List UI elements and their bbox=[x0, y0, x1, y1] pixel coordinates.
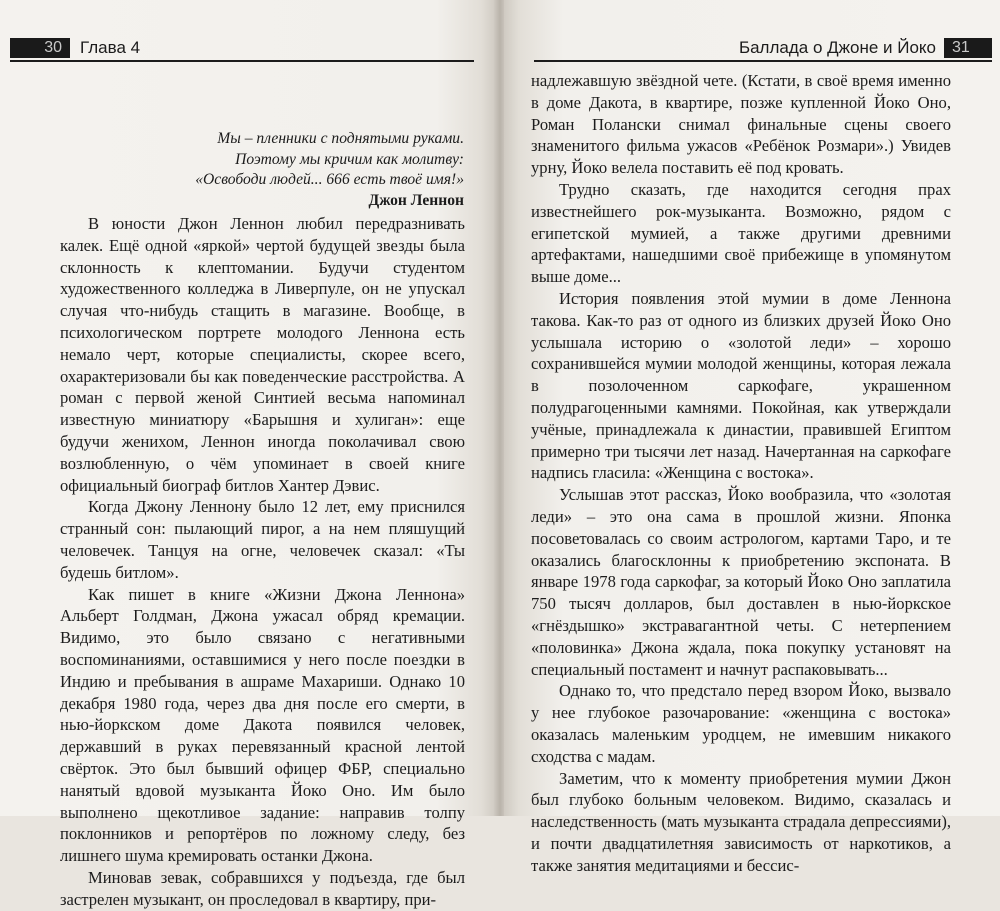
right-running-header bbox=[534, 36, 992, 62]
paragraph: Однако то, что предстало перед взором Йоко, вызвало у нее глубокое разочарование: «женщина с востока» оказалась маленьким уродцем, не имевшим никакого сходства с мадам. bbox=[531, 681, 951, 766]
left-running-head: Глава 4 bbox=[80, 38, 141, 57]
epigraph-line: «Освободи людей... 666 есть твоё имя!» bbox=[195, 171, 464, 188]
right-page-number: 31 bbox=[944, 38, 992, 58]
epigraph-line: Мы – пленники с поднятыми руками. bbox=[217, 130, 464, 147]
left-running-header bbox=[10, 36, 474, 62]
epigraph-author: Джон Леннон bbox=[368, 191, 464, 209]
left-body-text bbox=[60, 213, 465, 911]
paragraph: Как пишет в книге «Жизни Джона Леннона» Альберт Голдман, Джона ужасал обряд кремации. Видимо, это было связано с негативными воспоминаниями, оставшимися у него после поездки в Индию и пребывания в ашраме Махариши. Однако 10 декабря 1980 года, через два дня после его смерти, в нью-йоркском доме Дакота появился человек, державший в руках перевязанный красной лентой свёрток. Это был бывший офицер ФБР, специально нанятый вдовой музыканта Йоко Оно. Им было выполнено щекотливое задание: направив толпу поклонников и репортёров по ложному следу, без лишнего шума кремировать останки Джона. bbox=[60, 584, 465, 866]
right-body-text bbox=[531, 70, 951, 876]
paragraph: В юности Джон Леннон любил передразнивать калек. Ещё одной «яркой» чертой будущей звезды была склонность к клептомании. Будучи студентом художественного колледжа в Ливерпуле, он не упускал случая что-нибудь стащить в магазине. Вообще, в психологическом портрете молодого Леннона есть немало черт, которые специалисты, скорее всего, охарактеризовали бы как поведенческие расстройства. А роман с первой женой Синтией весьма напоминал известную миниатюру «Барышня и хулиган»: еще будучи женихом, Леннон иногда поколачивал свою возлюбленную, о чём упоминает в своей книге официальный биограф битлов Хантер Дэвис. bbox=[60, 214, 465, 495]
right-running-head: Баллада о Джоне и Йоко bbox=[738, 38, 936, 57]
paragraph: Трудно сказать, где находится сегодня прах известнейшего рок-музыканта. Возможно, рядом с египетской мумией, а также другими древними артефактами, нашедшими своё прибежище в упомянутом выше доме... bbox=[531, 179, 951, 287]
paragraph: Услышав этот рассказ, Йоко вообразила, что «золотая леди» – это она сама в прошлой жизни. Японка посоветовалась со своим астрологом, картами Таро, и те оказались благосклонны к приобретению экспоната. В январе 1978 года саркофаг, за который Йоко Оно заплатила 750 тысяч долларов, был доставлен в нью-йоркское «гнёздышко» экстравагантной четы. С нетерпением «половинка» Джона ждала, пока покупку установят на специальный постамент и начнут распаковывать... bbox=[531, 485, 951, 679]
epigraph bbox=[60, 129, 464, 211]
paragraph: Миновав зевак, собравшихся у подъезда, где был застрелен музыкант, он проследовал в квартиру, при- bbox=[60, 867, 465, 909]
left-page-number: 30 bbox=[10, 38, 70, 58]
paragraph: Когда Джону Леннону было 12 лет, ему приснился странный сон: пылающий пирог, а на нем пляшущий человечек. Танцуя на огне, человечек сказал: «Ты будешь битлом». bbox=[60, 497, 465, 582]
left-page bbox=[0, 0, 496, 909]
paragraph: История появления этой мумии в доме Леннона такова. Как-то раз от одного из близких друзей Йоко Оно услышала историю о «золотой леди» – хорошо сохранившейся мумии молодой женщины, которая лежала в позолоченном саркофаге, украшенном полудрагоценными камнями. Покойная, как утверждали учёные, принадлежала к династии, правившей Египтом примерно три тысячи лет назад. Начертанная на саркофаге надпись гласила: «Женщина с востока». bbox=[531, 288, 951, 483]
paragraph-continuation: надлежавшую звёздной чете. (Кстати, в своё время именно в доме Дакота, в квартире, позже купленной Йоко Оно, Роман Полански снимал финальные сцены своего знаменитого фильма ужасов «Ребёнок Розмари».) Увидев урну, Йоко велела поставить её под кровать. bbox=[531, 71, 951, 178]
epigraph-line: Поэтому мы кричим как молитву: bbox=[235, 150, 464, 168]
paragraph: Заметим, что к моменту приобретения мумии Джон был глубоко больным человеком. Видимо, сказалась и наследственность (мать музыканта страдала депрессиями), и почти двадцатилетняя зависимость от наркотиков, а также занятия медитациями и бессис- bbox=[531, 768, 951, 875]
